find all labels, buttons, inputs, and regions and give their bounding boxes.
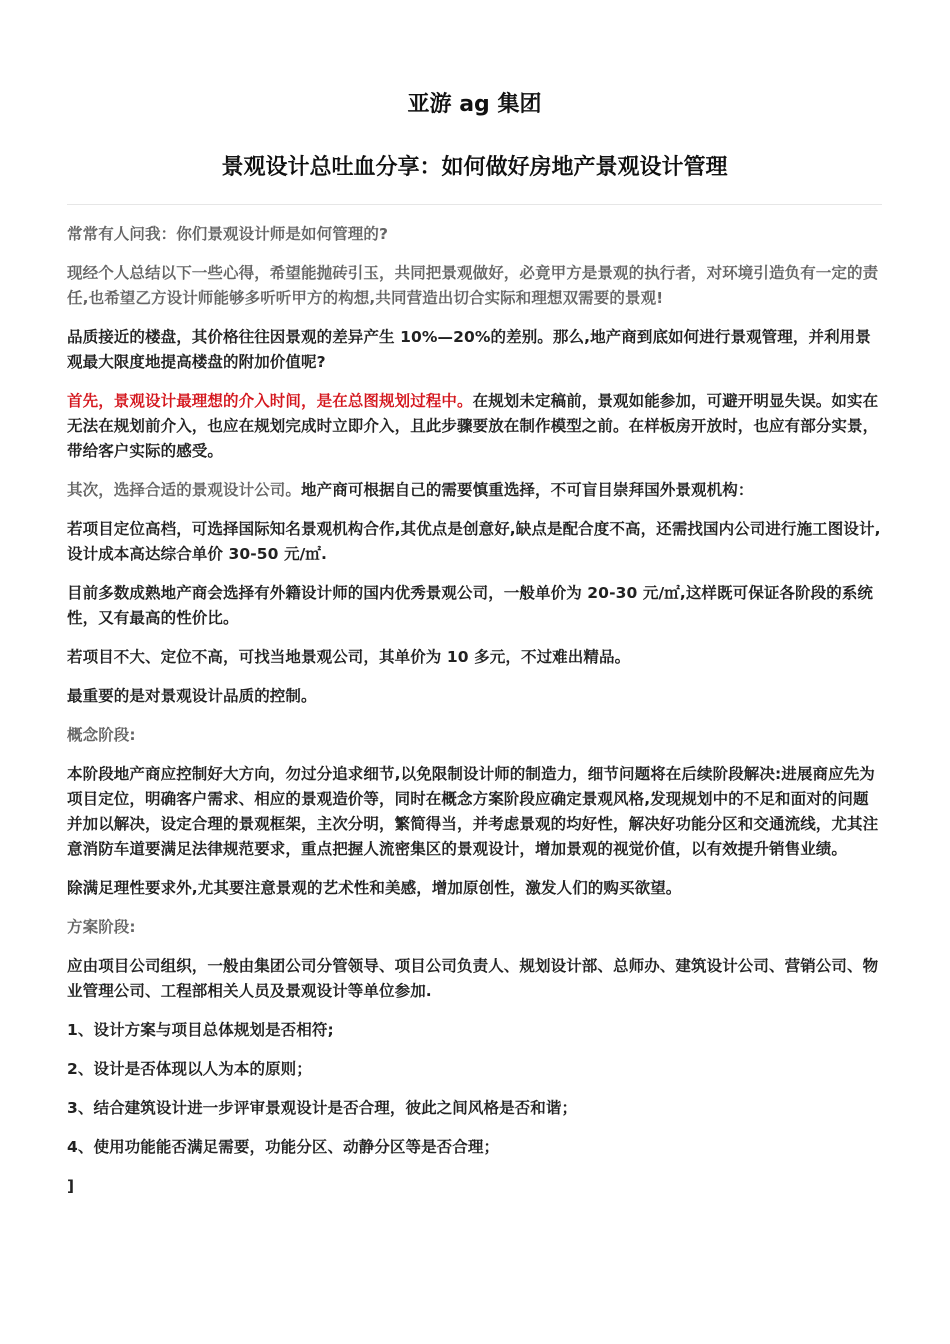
paragraph-second-step	[67, 478, 882, 503]
list-item-3: 3、结合建筑设计进一步评审景观设计是否合理，彼此之间风格是否和谐；	[67, 1099, 578, 1117]
second-step-detail: 地产商可根据自己的需要慎重选择，不可盲目崇拜国外景观机构：	[301, 481, 754, 499]
trailing-bracket: ]	[67, 1177, 75, 1195]
article-title: 景观设计总吐血分享：如何做好房地产景观设计管理	[221, 155, 728, 180]
document-page	[67, 80, 882, 1199]
paragraph-first-step	[67, 389, 882, 464]
highlight-first-step: 首先，景观设计最理想的介入时间，是在总图规划过程中。	[67, 392, 473, 410]
paragraph-local-option: 若项目不大、定位不高，可找当地景观公司，其单价为 10 多元，不过难出精品。	[67, 648, 631, 666]
first-step-detail: 在规划未定稿前，景观如能参加，可避开明显失误。如实在无法在规划前介入，也应在规划完成时立即介入，且此步骤要放在制作模型之前。在样板房开放时，也应有部分实景，带给客户实际的感受。	[67, 392, 879, 460]
paragraph-quality-control: 最重要的是对景观设计品质的控制。	[67, 687, 317, 705]
paragraph-scheme-stage: 应由项目公司组织，一般由集团公司分管领导、项目公司负责人、规划设计部、总师办、建筑设计公司、营销公司、物业管理公司、工程部相关人员及景观设计等单位参加.	[67, 957, 879, 1000]
title-divider	[67, 204, 882, 205]
second-step-lead: 其次，选择合适的景观设计公司。	[67, 481, 302, 499]
org-title: 亚游 ag 集团	[407, 92, 542, 117]
paragraph-concept-stage: 本阶段地产商应控制好大方向，勿过分追求细节,以免限制设计师的制造力，细节问题将在后续阶段解决:进展商应先为项目定位，明确客户需求、相应的景观造价等，同时在概念方案阶段应确定景观风格,发现规划中的不足和面对的问题并加以解决，设定合理的景观框架，主次分明，繁简得当，并考虑景观的均好性，解决好功能分区和交通流线，尤其注意消防车道要满足法律规范要求，重点把握人流密集区的景观设计，增加景观的视觉价值，以有效提升销售业绩。	[67, 765, 879, 858]
paragraph-summary: 现经个人总结以下一些心得，希望能抛砖引玉，共同把景观做好，必竟甲方是景观的执行者，对环境引造负有一定的责任,也希望乙方设计师能够多听听甲方的构想,共同营造出切合实际和理想双需要的景观!	[67, 264, 879, 307]
paragraph-high-end-option: 若项目定位高档，可选择国际知名景观机构合作,其优点是创意好,缺点是配合度不高，还需找国内公司进行施工图设计,设计成本高达综合单价 30-50 元/㎡.	[67, 520, 881, 563]
list-item-4: 4、使用功能能否满足需要，功能分区、动静分区等是否合理；	[67, 1138, 500, 1156]
list-item-1: 1、设计方案与项目总体规划是否相符;	[67, 1021, 334, 1039]
paragraph-domestic-option: 目前多数成熟地产商会选择有外籍设计师的国内优秀景观公司，一般单价为 20-30 元/㎡,这样既可保证各阶段的系统性，又有最高的性价比。	[67, 584, 874, 627]
paragraph-intro-question: 常常有人问我：你们景观设计师是如何管理的?	[67, 225, 389, 243]
paragraph-artistry: 除满足理性要求外,尤其要注意景观的艺术性和美感，增加原创性，激发人们的购买欲望。	[67, 879, 682, 897]
heading-scheme-stage: 方案阶段:	[67, 918, 136, 936]
paragraph-price-difference: 品质接近的楼盘，其价格往往因景观的差异产生 10%—20%的差别。那么,地产商到底如何进行景观管理，并利用景观最大限度地提高楼盘的附加价值呢?	[67, 328, 871, 371]
list-item-2: 2、设计是否体现以人为本的原则；	[67, 1060, 312, 1078]
heading-concept-stage: 概念阶段:	[67, 726, 136, 744]
